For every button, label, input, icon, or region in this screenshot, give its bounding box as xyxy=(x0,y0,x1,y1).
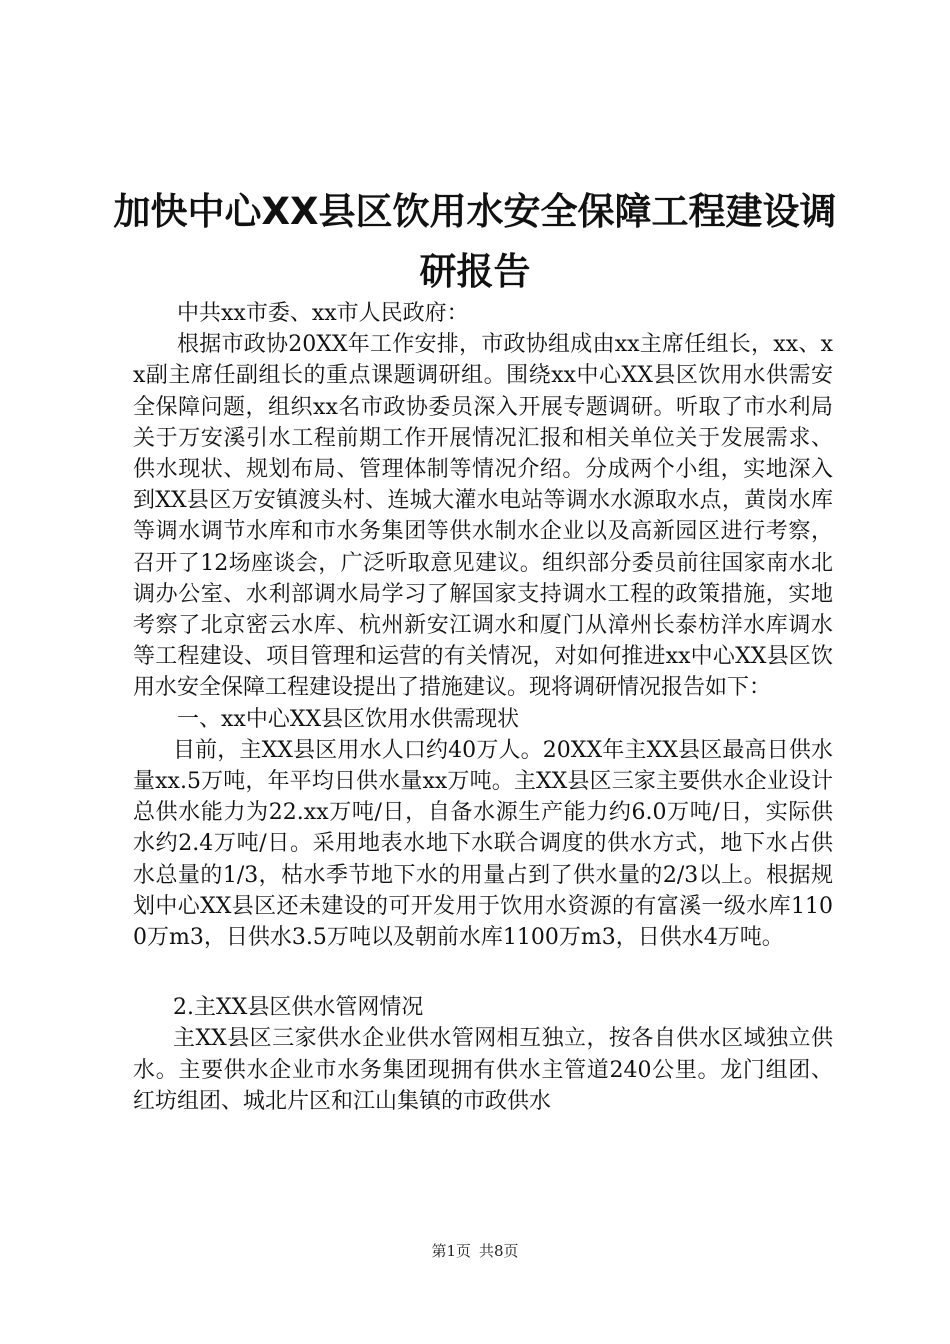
paragraph-pipe-network: 主XX县区三家供水企业供水管网相互独立，按各自供水区域独立供水。主要供水企业市水务集团现拥有供水主管道240公里。龙门组团、红坊组团、城北片区和江山集镇的市政供水 xyxy=(133,1026,833,1114)
section-heading-2: 2.主XX县区供水管网情况 xyxy=(173,995,424,1021)
paragraph-intro: 根据市政协20XX年工作安排，市政协组成由xx主席任组长，xx、xx副主席任副组长的重点课题调研组。围绕xx中心XX县区饮用水供需安全保障问题，组织xx名市政协委员深入开展专题调研。听取了市水利局关于万安溪引水工程前期工作开展情况汇报和相关单位关于发展需求、供水现状、规划布局、管理体制等情况介绍。分成两个小组，实地深入到XX县区万安镇渡头村、连城大灌水电站等调水水源取水点，黄岗水库等调水调节水库和市水务集团等供水制水企业以及高新园区进行考察，召开了12场座谈会，广泛听取意见建议。组织部分委员前往国家南水北调办公室、水利部调水局学习了解国家支持调水工程的政策措施，实地考察了北京密云水库、杭州新安江调水和厦门从漳州长泰枋洋水库调水等工程建设、项目管理和运营的有关情况，对如何推进xx中心XX县区饮用水安全保障工程建设提出了措施建议。现将调研情况报告如下： xyxy=(133,332,833,701)
salutation: 中共xx市委、xx市人民政府： xyxy=(177,301,469,326)
paragraph-spacer xyxy=(133,953,833,992)
document-title-line-1: 加快中心XX县区饮用水安全保障工程建设调 xyxy=(113,190,837,233)
section-heading-1: 一、xx中心XX县区饮用水供需现状 xyxy=(177,706,520,732)
paragraph-supply-status: 目前，主XX县区用水人口约40万人。20XX年主XX县区最高日供水量xx.5万吨，年平均日供水量xx万吨。主XX县区三家主要供水企业设计总供水能力为22.xx万吨/日，自备水源生产能力约6.0万吨/日，实际供水约2.4万吨/日。采用地表水地下水联合调度的供水方式，地下水占供水总量的1/3，枯水季节地下水的用量占到了供水量的2/3以上。根据规划中心XX县区还未建设的可开发用于饮用水资源的有富溪一级水库1100万m3，日供水3.5万吨以及朝前水库1100万m3，日供水4万吨。 xyxy=(133,737,833,951)
page-footer xyxy=(0,1240,950,1261)
page-number: 第1页 xyxy=(431,1242,471,1260)
page-total: 共8页 xyxy=(479,1242,519,1260)
document-title-line-2: 研报告 xyxy=(419,250,531,293)
document-body xyxy=(133,298,833,1117)
